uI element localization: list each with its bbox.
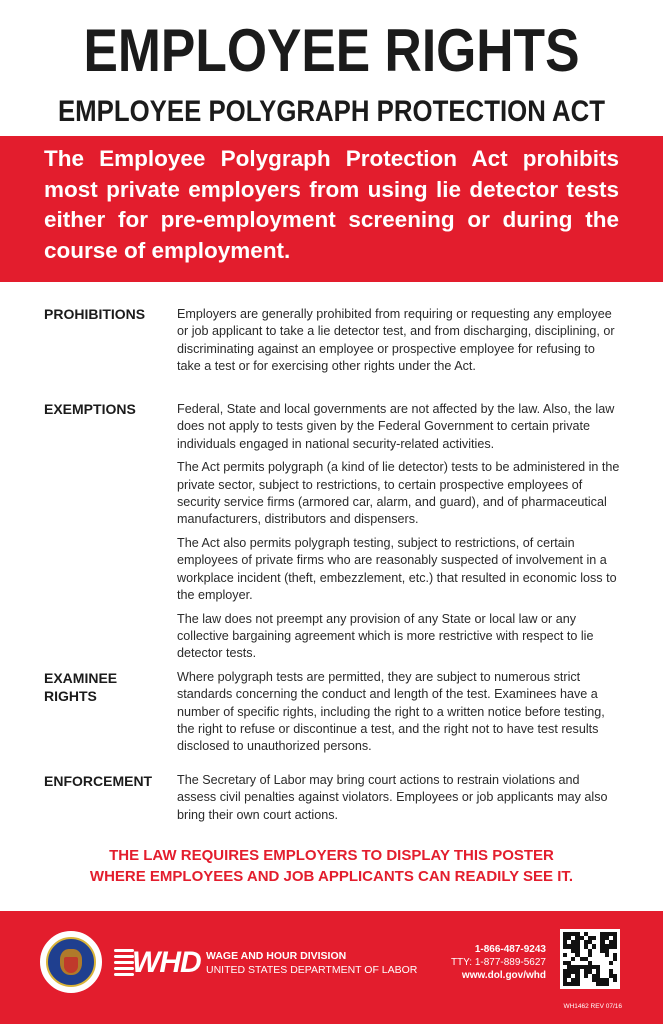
- display-notice-line2: WHERE EMPLOYEES AND JOB APPLICANTS CAN READILY SEE IT.: [89, 868, 574, 885]
- examinee-rights-body: [177, 669, 621, 762]
- examinee-rights-label: [44, 669, 169, 705]
- display-notice-line1: THE LAW REQUIRES EMPLOYERS TO DISPLAY THIS POSTER: [109, 847, 554, 864]
- contact-info: [420, 943, 546, 982]
- division-name: WAGE AND HOUR DIVISION: [206, 950, 347, 962]
- enforcement-body: [177, 772, 621, 830]
- exemptions-paragraph-4: The law does not preempt any provision of any State or local law or any collective bargaining agreement which is more restrictive with respect to lie detector tests.: [177, 611, 594, 661]
- examinee-rights-label-line2: RIGHTS: [44, 688, 97, 704]
- department-name: UNITED STATES DEPARTMENT OF LABOR: [206, 964, 418, 976]
- poster-subtitle: EMPLOYEE POLYGRAPH PROTECTION ACT: [57, 95, 606, 128]
- exemptions-paragraph-3: The Act also permits polygraph testing, subject to restrictions, of certain employees of private firms who are reasonably suspected of involvement in a workplace incident (theft, embezzlement, etc.) that resulted in economic loss to the employer.: [177, 536, 617, 602]
- prohibitions-paragraph: Employers are generally prohibited from requiring or requesting any employee or job applicant to take a lie detector test, and from discharging, disciplining, or discriminating against an employee or prospective employee for refusing to take a test or for exercising other rights under the Act.: [177, 307, 615, 373]
- tty-number: TTY: 1-877-889-5627: [450, 957, 546, 968]
- poster-title: EMPLOYEE RIGHTS: [83, 17, 580, 84]
- banner-text: The Employee Polygraph Protection Act prohibits most private employers from using lie detector tests either for pre-employment screening or during the course of employment.: [44, 146, 619, 263]
- department-of-labor-seal-icon: [40, 931, 102, 993]
- examinee-rights-paragraph: Where polygraph tests are permitted, they are subject to numerous strict standards concerning the conduct and length of the test. Examinees have a number of specific rights, including the right to a written notice before testing, the right to refuse or discontinue a test, and the right not to have test results disclosed to unauthorized persons.: [177, 670, 605, 754]
- exemptions-body: [177, 401, 621, 669]
- phone-number: 1-866-487-9243: [474, 944, 546, 955]
- enforcement-label: ENFORCEMENT: [44, 773, 153, 789]
- exemptions-paragraph-2: The Act permits polygraph (a kind of lie detector) tests to be administered in the private sector, subject to restrictions, to certain prospective employees of security service firms (armored car, alarm, and guard), and of pharmaceutical manufacturers, distributors and dispensers.: [177, 460, 620, 527]
- exemptions-label: EXEMPTIONS: [44, 401, 136, 417]
- examinee-rights-label-line1: EXAMINEE: [44, 670, 118, 686]
- display-notice: [0, 845, 663, 887]
- summary-banner: [0, 136, 663, 282]
- website-link[interactable]: www.dol.gov/whd: [461, 970, 546, 981]
- enforcement-paragraph: The Secretary of Labor may bring court actions to restrain violations and assess civil penalties against violators. Employees or job applicants may also bring their own court actions.: [177, 773, 608, 822]
- whd-stripes-icon: [114, 949, 134, 977]
- whd-logo-text: WHD: [132, 946, 201, 979]
- poster-code: WH1462 REV 07/16: [563, 1003, 622, 1010]
- qr-code-icon: [560, 929, 620, 989]
- whd-logo: [114, 945, 201, 981]
- prohibitions-body: [177, 306, 621, 382]
- prohibitions-label: PROHIBITIONS: [44, 306, 146, 322]
- exemptions-paragraph-1: Federal, State and local governments are not affected by the law. Also, the law does not apply to tests given by the Federal Government to certain private individuals engaged in national security-related activities.: [177, 402, 615, 451]
- footer-bar: [0, 911, 663, 1024]
